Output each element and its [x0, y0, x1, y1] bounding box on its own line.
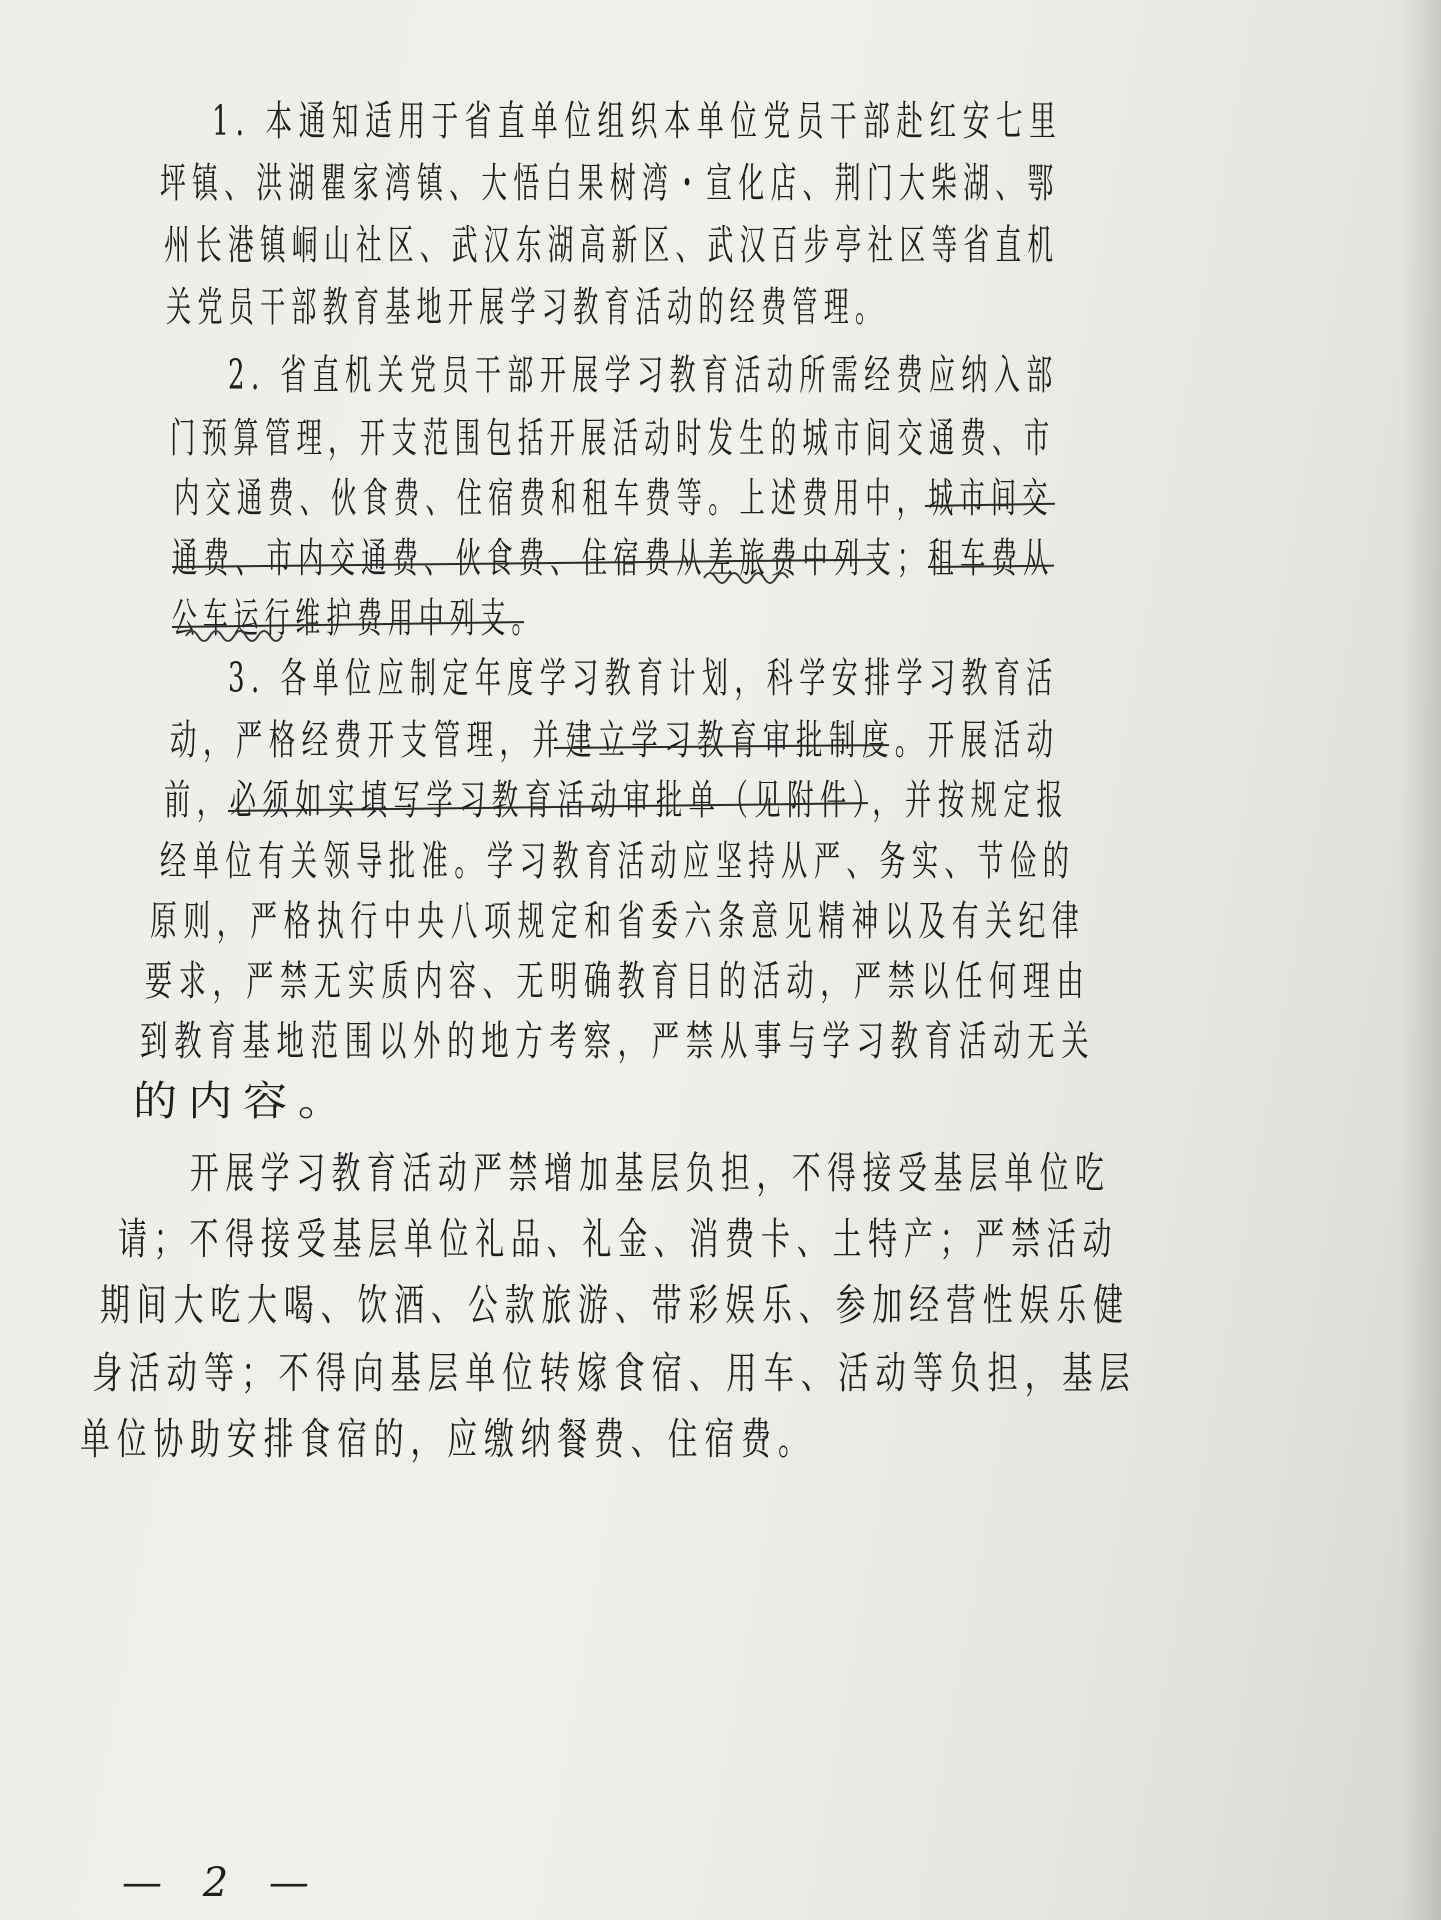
text-line: 经单位有关领导批准。学习教育活动应坚持从严、务实、节俭的 — [160, 837, 1076, 885]
text-line: 通费、市内交通费、伙食费、住宿费从差旅费中列支；租车费从 — [172, 534, 1055, 582]
text-line: 公车运行维护费用中列支。 — [172, 594, 543, 642]
text-line: 要求，严禁无实质内容、无明确教育目的活动，严禁以任何理由 — [145, 957, 1091, 1005]
text-line: 州长港镇峒山社区、武汉东湖高新区、武汉百步亭社区等省直机 — [164, 221, 1060, 269]
text-line: 开展学习教育活动严禁增加基层负担，不得接受基层单位吃 — [190, 1149, 1111, 1199]
text-line: 期间大吃大喝、饮酒、公款旅游、带彩娱乐、参加经营性娱乐健 — [100, 1281, 1130, 1331]
text-line: 前，必须如实填写学习教育活动审批单（见附件），并按规定报 — [164, 776, 1070, 824]
page-number: — 2 — — [122, 1860, 323, 1906]
text-line: 1. 本通知适用于省直单位组织本单位党员干部赴红安七里 — [212, 97, 1063, 145]
text-line: 身活动等；不得向基层单位转嫁食宿、用车、活动等负担，基层 — [92, 1349, 1137, 1399]
text-line: 单位协助安排食宿的，应缴纳餐费、住宿费。 — [80, 1415, 815, 1465]
text-line: 关党员干部教育基地开展学习教育活动的经费管理。 — [166, 283, 887, 331]
text-line: 坪镇、洪湖瞿家湾镇、大悟白果树湾・宣化店、荆门大柴湖、鄂 — [160, 159, 1060, 207]
text-line: 到教育基地范围以外的地方考察，严禁从事与学习教育活动无关 — [140, 1017, 1096, 1065]
text-line: 2. 省直机关党员干部开展学习教育活动所需经费应纳入部 — [228, 351, 1059, 399]
text-line: 门预算管理，开支范围包括开展活动时发生的城市间交通费、市 — [170, 414, 1056, 462]
pen-squiggle-mark — [700, 560, 800, 586]
page-edge-shadow — [1401, 0, 1441, 1920]
pen-squiggle-mark — [182, 620, 292, 646]
text-line: 3. 各单位应制定年度学习教育计划，科学安排学习教育活 — [228, 654, 1059, 702]
text-line: 的内容。 — [133, 1077, 353, 1125]
text-line: 请；不得接受基层单位礼品、礼金、消费卡、土特产；严禁活动 — [118, 1215, 1119, 1265]
text-line: 动，严格经费开支管理，并建立学习教育审批制度。开展活动 — [170, 716, 1060, 764]
text-line: 内交通费、伙食费、住宿费和租车费等。上述费用中，城市间交 — [174, 474, 1054, 522]
text-line: 原则，严格执行中央八项规定和省委六条意见精神以及有关纪律 — [150, 897, 1086, 945]
